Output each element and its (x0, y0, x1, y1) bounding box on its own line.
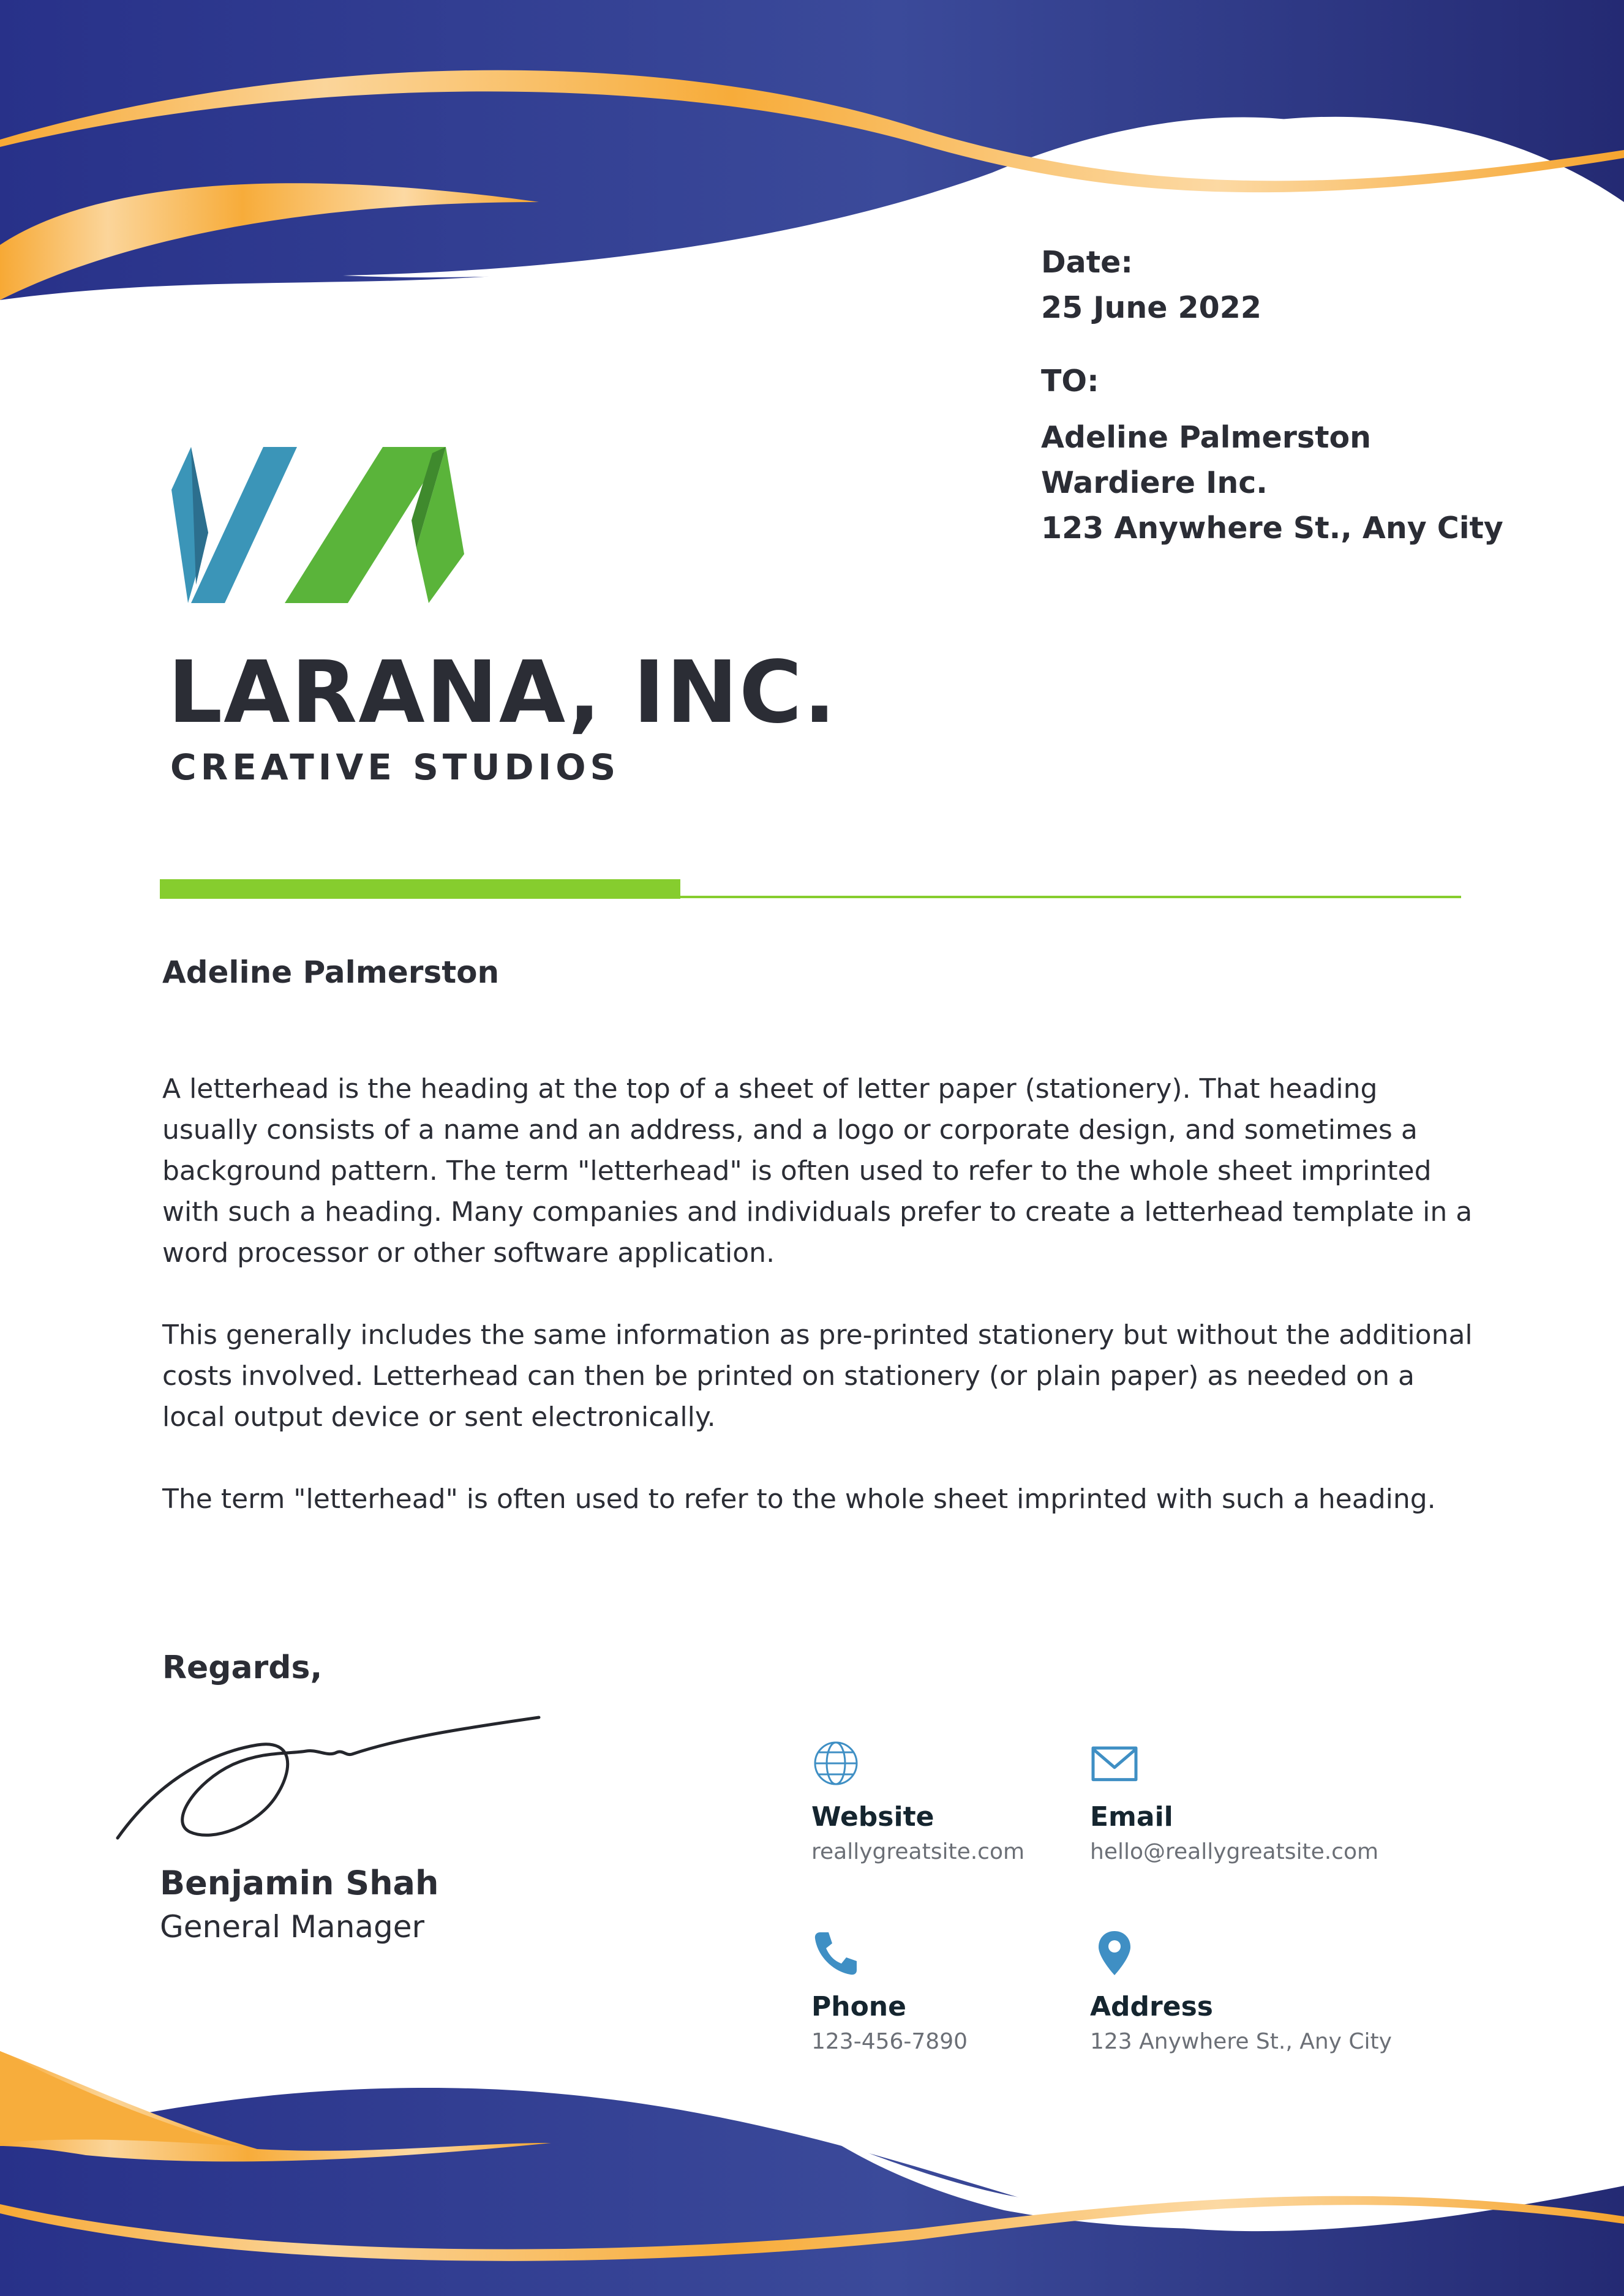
date-label: Date: (1041, 245, 1133, 280)
recipient-block (1041, 240, 1503, 551)
bottom-wave-decoration (0, 2027, 1624, 2296)
letter-date: 25 June 2022 (1041, 290, 1261, 325)
email-label: Email (1090, 1801, 1173, 1833)
phone-label: Phone (811, 1991, 906, 2022)
recipient-street: 123 Anywhere St., Any City (1041, 511, 1503, 546)
company-tagline: CREATIVE STUDIOS (170, 746, 620, 788)
to-label: TO: (1041, 364, 1099, 399)
envelope-icon (1090, 1739, 1139, 1788)
location-pin-icon (1090, 1929, 1139, 1978)
address-value: 123 Anywhere St., Any City (1090, 2029, 1392, 2054)
address-label: Address (1090, 1991, 1213, 2022)
company-name: LARANA, INC. (168, 643, 837, 743)
recipient-address (1041, 415, 1503, 551)
signer-title: General Manager (160, 1909, 425, 1945)
phone-icon (811, 1929, 860, 1978)
letter-greeting: Adeline Palmerston (162, 955, 500, 990)
divider-thick (160, 879, 680, 899)
phone-value[interactable]: 123-456-7890 (811, 2029, 968, 2054)
contact-email (1090, 1739, 1433, 1867)
closing-text: Regards, (162, 1649, 323, 1686)
letter-body (162, 1068, 1473, 1561)
recipient-company: Wardiere Inc. (1041, 465, 1268, 500)
signature (110, 1696, 551, 1855)
globe-icon (811, 1739, 860, 1788)
body-paragraph: The term "letterhead" is often used to refer to the whole sheet imprinted with such a heading. (162, 1484, 1436, 1515)
recipient-name: Adeline Palmerston (1041, 420, 1372, 455)
divider-thin (680, 896, 1461, 898)
email-value[interactable]: hello@reallygreatsite.com (1090, 1839, 1379, 1864)
website-label: Website (811, 1801, 934, 1833)
signer-name: Benjamin Shah (160, 1864, 439, 1902)
body-paragraph: This generally includes the same information as pre-printed stationery but without the additional costs involved. Letterhead can then be printed on stationery (or plain paper) as needed on a local output device or sent electronically. (162, 1319, 1473, 1433)
website-value[interactable]: reallygreatsite.com (811, 1839, 1025, 1864)
body-paragraph: A letterhead is the heading at the top of a sheet of letter paper (stationery). That heading usually consists of a name and an address, and a logo or corporate design, and sometimes a background pattern. The term "letterhead" is often used to refer to the whole sheet imprinted with such a heading. Many companies and individuals prefer to create a letterhead template in a word processor or other software application. (162, 1073, 1473, 1269)
company-logo (171, 447, 468, 603)
